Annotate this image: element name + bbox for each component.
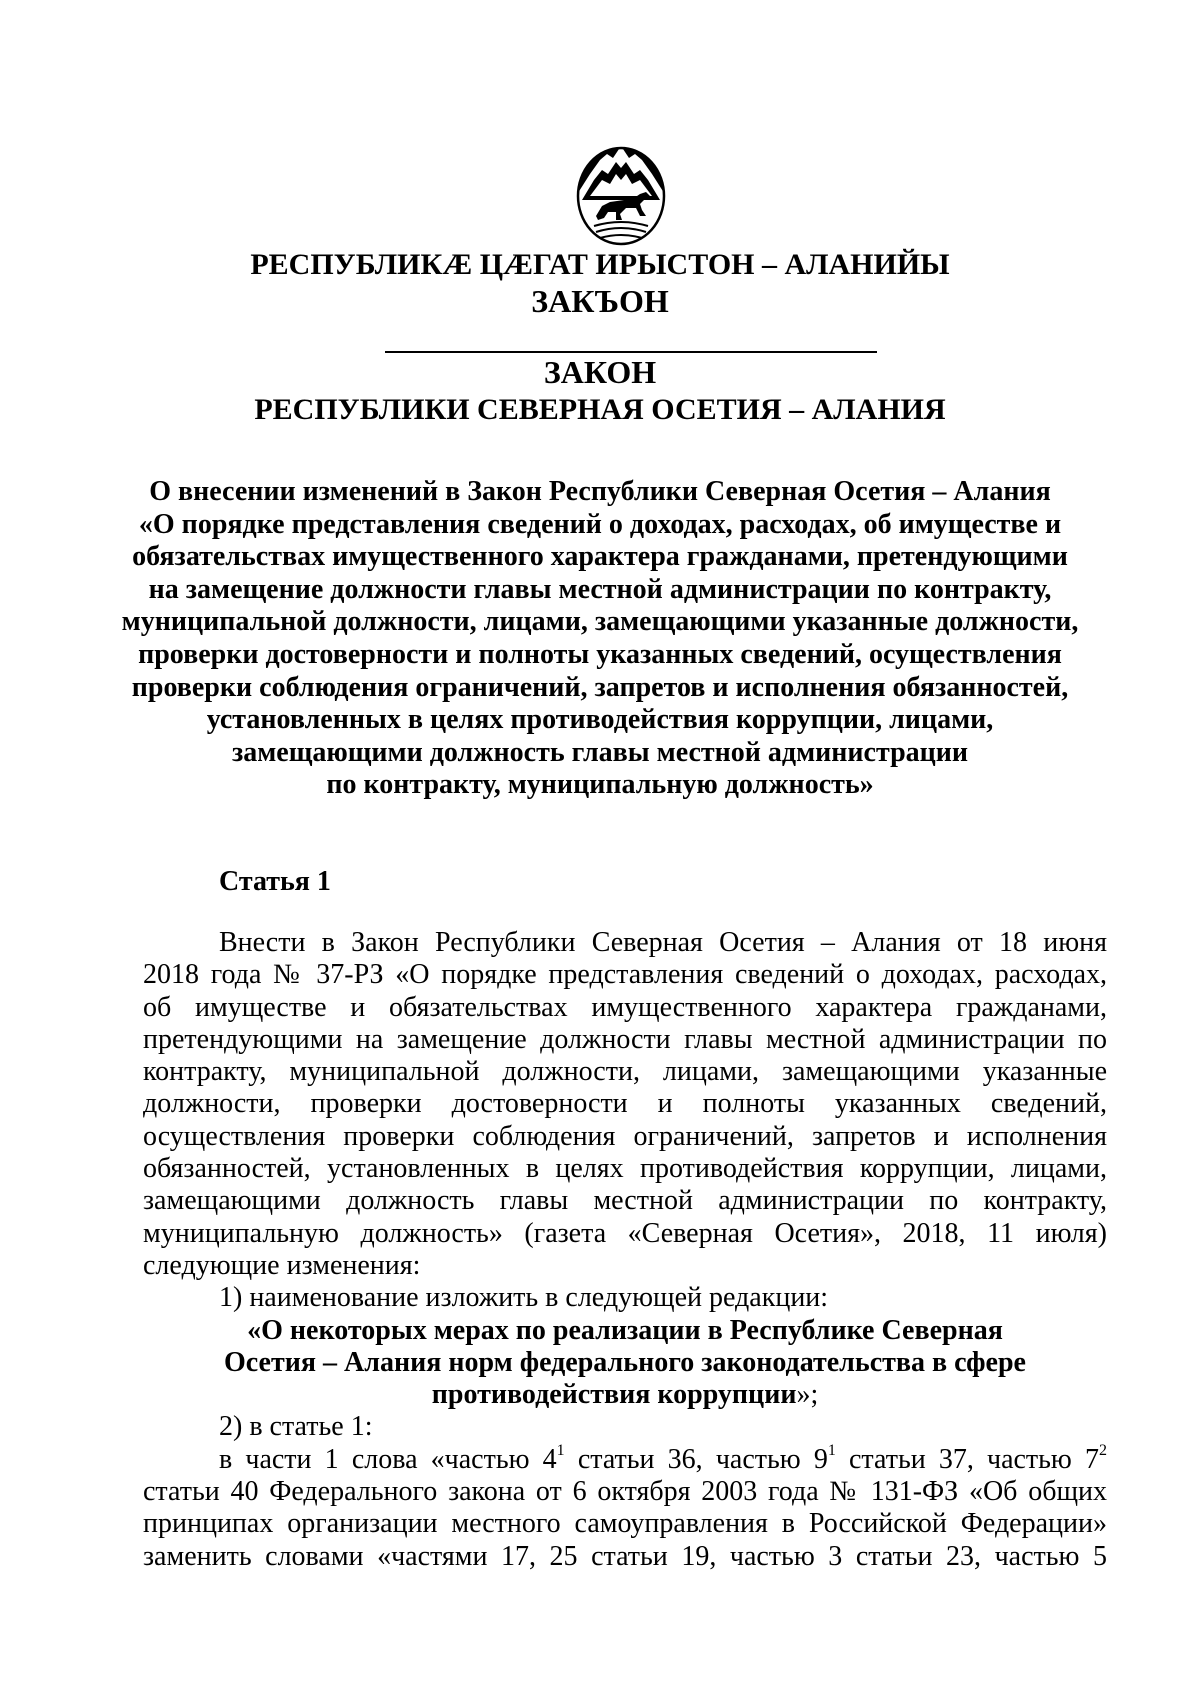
item-1: 1) наименование изложить в следующей редакции: (219, 1282, 829, 1314)
title-line: на замещение должности главы местной администрации по контракту, (148, 573, 1052, 605)
superscript-1: 1 (556, 1442, 565, 1460)
body-line: претендующими на замещение должности главы местной администрации по (143, 1023, 1107, 1055)
title-line: муниципальной должности, лицами, замещающими указанные должности, (121, 606, 1079, 638)
body-line: статьи 40 Федерального закона от 6 октября 2003 года № 131-ФЗ «Об общих (143, 1476, 1107, 1508)
new-title-line: «О некоторых мерах по реализации в Республике Северная (247, 1314, 1003, 1346)
body-line: Внести в Закон Республики Северная Осетия – Алания от 18 июня (219, 927, 1107, 958)
title-line: установленных в целях противодействия коррупции, лицами, (206, 704, 994, 736)
title-line: обязательствах имущественного характера гражданами, претендующими (132, 541, 1068, 573)
body-line: обязанностей, установленных в целях противодействия коррупции, лицами, (143, 1153, 1107, 1185)
title-line: замещающими должность главы местной администрации (231, 736, 969, 768)
new-title-line (143, 1379, 1107, 1411)
law-title (120, 476, 1080, 802)
body-line: контракту, муниципальной должности, лицами, замещающими указанные (143, 1056, 1107, 1088)
part-1-text-a: в части 1 слова «частью 4 (219, 1443, 557, 1475)
part-1-text-c: статьи 37, частью 7 (835, 1443, 1100, 1475)
title-line: по контракту, муниципальную должность» (326, 769, 874, 801)
body-line: муниципальную должность» (газета «Северная Осетия», 2018, 11 июля) (143, 1217, 1107, 1249)
new-title-end: »; (796, 1379, 819, 1411)
law-word-ossetian: ЗАКЪОН (531, 283, 669, 319)
title-line: О внесении изменений в Закон Республики Северная Осетия – Алания (149, 476, 1051, 507)
title-line: проверки достоверности и полноты указанных сведений, осуществления (138, 638, 1062, 670)
title-line: проверки соблюдения ограничений, запретов и исполнения обязанностей, (131, 671, 1069, 703)
superscript-1: 1 (827, 1442, 836, 1460)
part-1-text-b: статьи 36, частью 9 (564, 1443, 828, 1475)
law-word-russian: ЗАКОН (543, 354, 657, 390)
body-line: принципах организации местного самоуправления в Российской Федерации» (143, 1508, 1107, 1540)
body-line: замещающими должность главы местной администрации по контракту, (143, 1185, 1107, 1217)
republic-name-ossetian: РЕСПУБЛИКӔ ЦӔГАТ ИРЫСТОН – АЛАНИЙЫ (250, 248, 950, 281)
body-line: 2018 года № 37-РЗ «О порядке представления сведений о доходах, расходах, (143, 959, 1107, 991)
article-body (143, 927, 1107, 1573)
new-title-line: Осетия – Алания норм федерального законодательства в сфере (224, 1346, 1026, 1378)
superscript-2: 2 (1099, 1442, 1108, 1460)
header-divider (385, 351, 877, 353)
article-heading: Статья 1 (219, 866, 331, 897)
part-1-line (143, 1444, 1107, 1476)
republic-name-russian: РЕСПУБЛИКИ СЕВЕРНАЯ ОСЕТИЯ – АЛАНИЯ (254, 393, 946, 426)
body-line: должности, проверки достоверности и полноты указанных сведений, (143, 1088, 1107, 1120)
title-line: «О порядке представления сведений о доходах, расходах, об имуществе и (138, 508, 1062, 540)
body-line: осуществления проверки соблюдения ограничений, запретов и исполнения (143, 1120, 1107, 1152)
body-line: следующие изменения: (143, 1249, 421, 1281)
body-line: об имуществе и обязательствах имущественного характера гражданами, (143, 991, 1107, 1023)
body-line: заменить словами «частями 17, 25 статьи 19, частью 3 статьи 23, частью 5 (143, 1540, 1107, 1572)
item-2: 2) в статье 1: (219, 1411, 373, 1443)
coat-of-arms-emblem (576, 144, 666, 246)
new-title-text: противодействия коррупции (431, 1379, 797, 1411)
